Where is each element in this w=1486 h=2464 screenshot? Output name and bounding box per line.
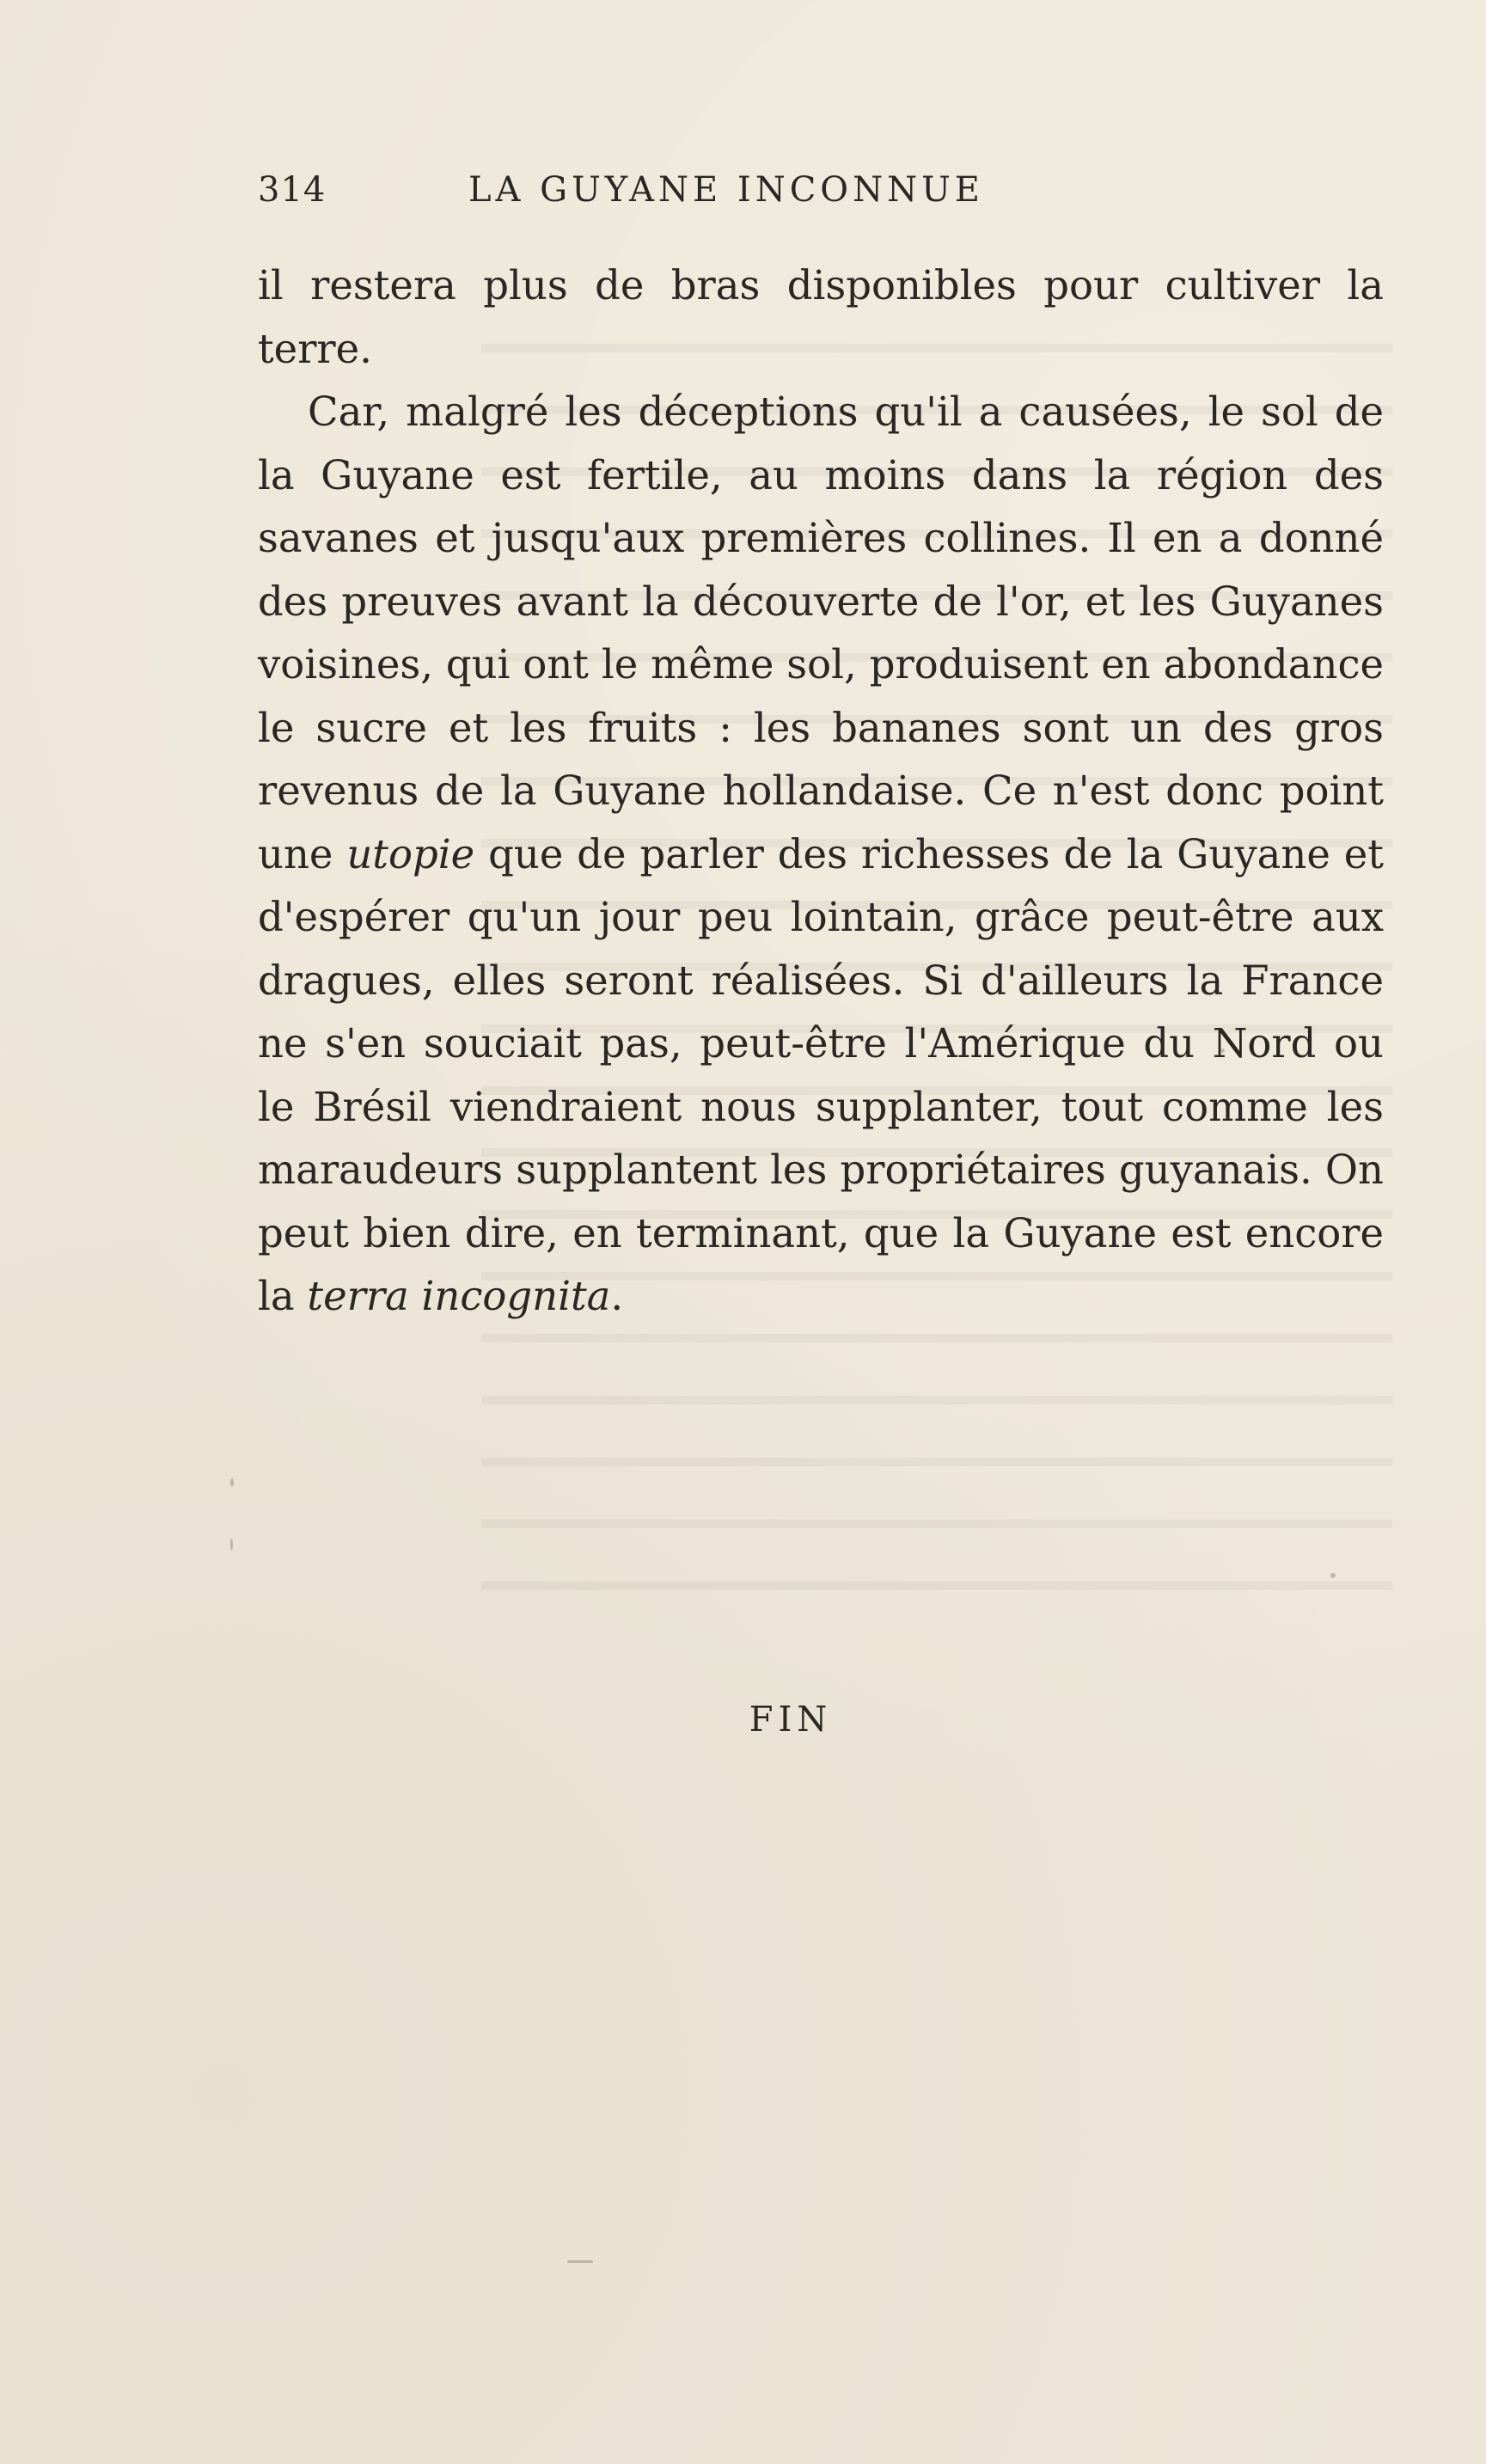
end-mark: FIN (749, 1700, 833, 1739)
body-text (258, 254, 1384, 1329)
paper-speck (1330, 1573, 1336, 1578)
paragraph-conclusion (258, 381, 1384, 1329)
paragraph-text: . (610, 1273, 624, 1319)
running-title: LA GUYANE INCONNUE (468, 170, 985, 210)
paragraph-text: Car, malgré les déceptions qu'il a causées, le sol de la Guyane est fertile, au moins dans la région des savanes et jusqu'aux premières collines. Il en a donné des preuves avant la découverte de l'or, et les Guyanes voisines, qui ont le même sol, produisent en abondance le sucre et les fruits : les bananes sont un des gros revenus de la Guyane hollandaise. Ce n'est donc point une (258, 388, 1384, 877)
page-number: 314 (258, 170, 327, 210)
paragraph-continued (258, 254, 1384, 381)
page-header (258, 170, 1126, 222)
paper-speck (230, 1538, 233, 1550)
italic-term-utopie: utopie (346, 830, 475, 877)
paragraph-text: il restera plus de bras disponibles pour cultiver la terre. (258, 262, 1384, 372)
paper-speck (230, 1478, 234, 1487)
paper-speck (567, 2260, 593, 2263)
paper-speck (1220, 1049, 1225, 1053)
italic-term-terra-incognita: terra incognita (307, 1273, 611, 1319)
paragraph-text: que de parler des richesses de la Guyane et d'espérer qu'un jour peu lointain, grâce peut-être aux dragues, elles seront réalisées. Si d'ailleurs la France ne s'en souciait pas, peut-être l'Amérique du Nord ou le Brésil viendraient nous supplanter, tout comme les maraudeurs supplantent les propriétaires guyanais. On peut bien dire, en terminant, que la Guyane est encore la (258, 830, 1384, 1319)
